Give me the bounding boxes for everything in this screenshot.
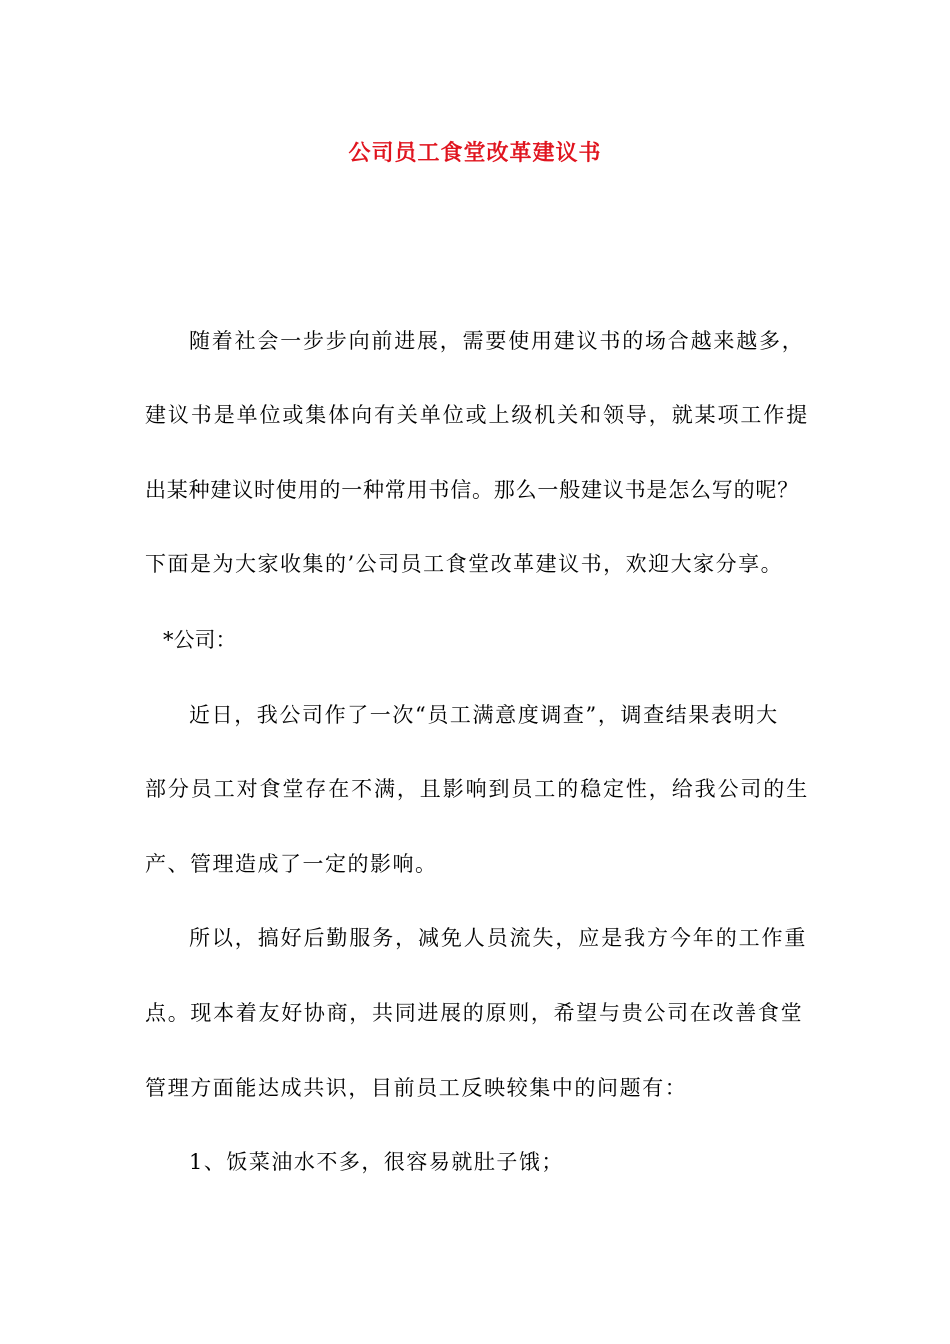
- list-item: 1、饭菜油水不多，很容易就肚子饿；: [189, 1150, 564, 1174]
- paragraph-line: 建议书是单位或集体向有关单位或上级机关和领导，就某项工作提: [145, 403, 810, 427]
- paragraph-line: 下面是为大家收集的’公司员工食堂改革建议书，欢迎大家分享。: [145, 552, 784, 576]
- paragraph-line: 部分员工对食堂存在不满，且影响到员工的稳定性，给我公司的生: [145, 777, 810, 801]
- paragraph-line: 出某种建议时使用的一种常用书信。那么一般建议书是怎么写的呢？: [145, 478, 799, 502]
- paragraph-line: 管理方面能达成共识，目前员工反映较集中的问题有：: [145, 1076, 688, 1100]
- paragraph-line: 点。现本着友好协商，共同进展的原则，希望与贵公司在改善食堂: [145, 1001, 804, 1025]
- paragraph-line: 产、管理造成了一定的影响。: [145, 852, 438, 876]
- paragraph-line: 随着社会一步步向前进展，需要使用建议书的场合越来越多，: [189, 329, 805, 353]
- paragraph-line: 所以，搞好后勤服务，减免人员流失，应是我方今年的工作重: [189, 926, 808, 950]
- document-title: 公司员工食堂改革建议书: [348, 140, 602, 166]
- paragraph-line: 近日，我公司作了一次“员工满意度调查”，调查结果表明大: [189, 703, 779, 727]
- salutation: *公司：: [163, 628, 237, 652]
